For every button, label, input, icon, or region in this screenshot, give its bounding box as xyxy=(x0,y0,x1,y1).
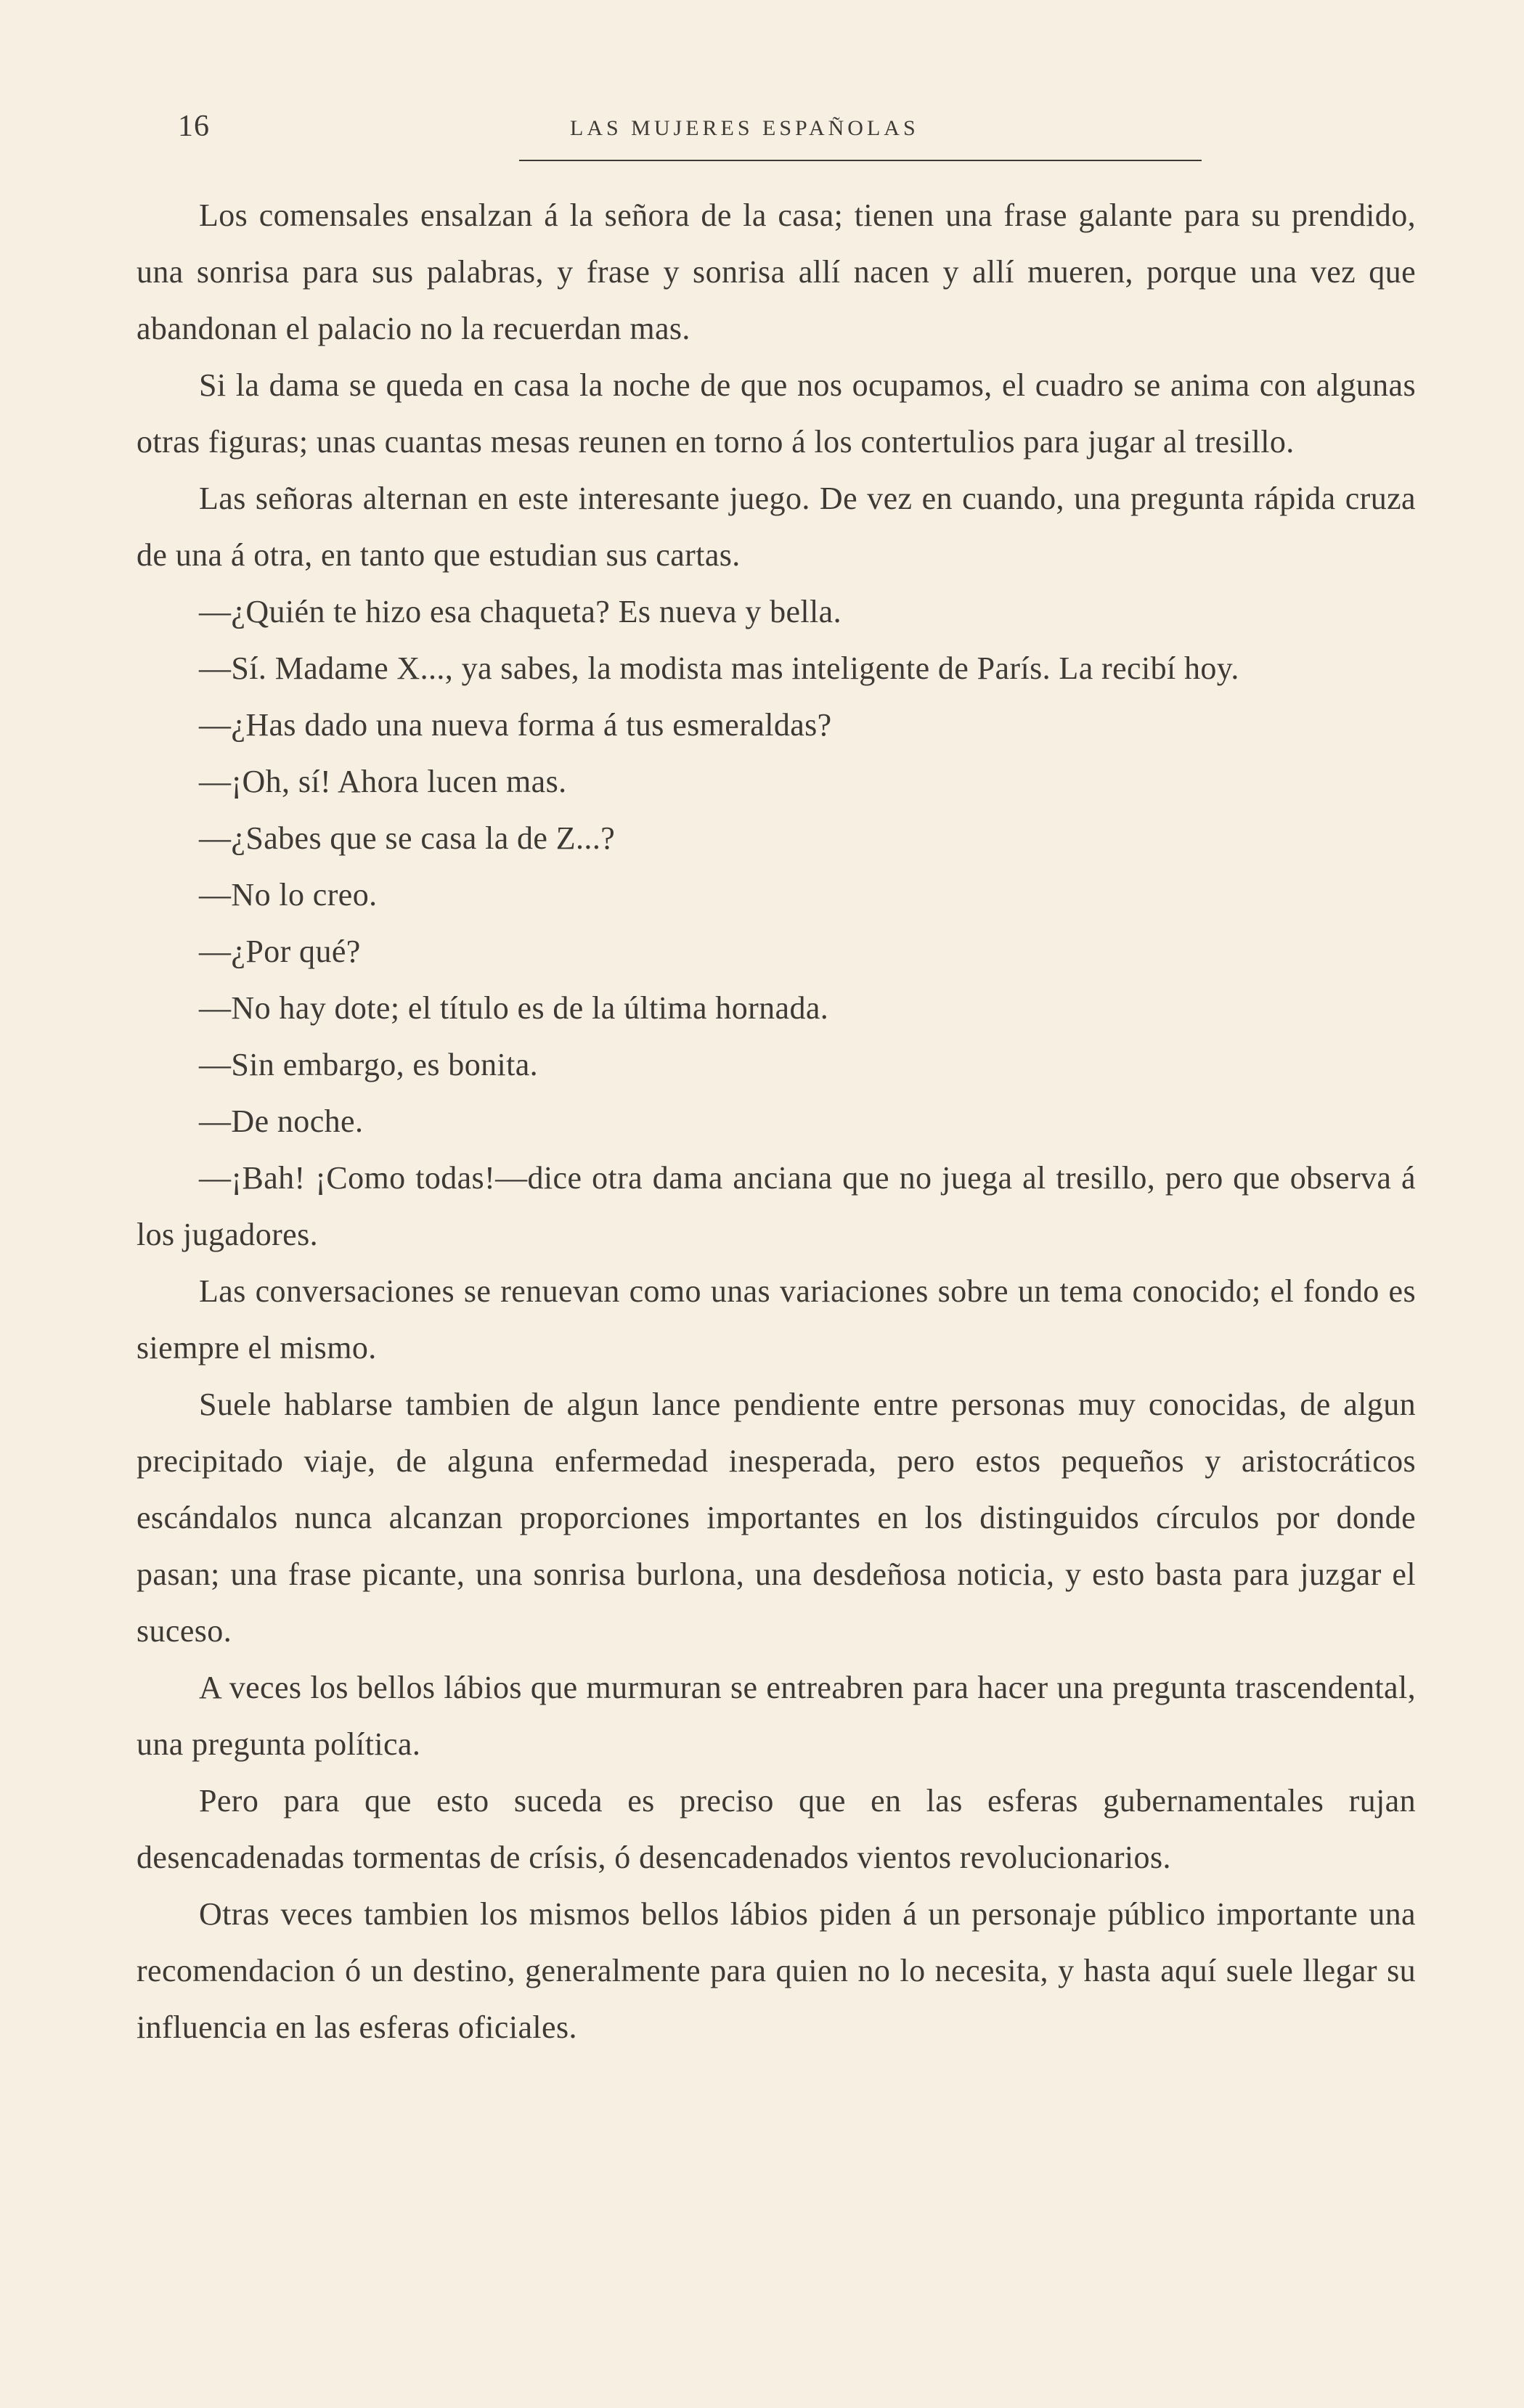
dialogue-line-3: —¿Has dado una nueva forma á tus esmeraldas? xyxy=(199,707,832,743)
paragraph-crisis: Pero para que esto suceda es preciso que en las esferas gubernamentales rujan desencadenadas tormentas de crísis, ó desencadenados vientos revolucionarios. xyxy=(136,1783,1416,1875)
paragraph-2: Si la dama se queda en casa la noche de que nos ocupamos, el cuadro se anima con algunas otras figuras; unas cuantas mesas reunen en torno á los contertulios para jugar al tresillo. xyxy=(136,367,1416,460)
running-head: LAS MUJERES ESPAÑOLAS xyxy=(570,116,919,140)
dialogue-line-9: —Sin embargo, es bonita. xyxy=(199,1047,539,1082)
paragraph-1: Los comensales ensalzan á la señora de la casa; tienen una frase galante para su prendido, una sonrisa para sus palabras, y frase y sonrisa allí nacen y allí mueren, porque una vez que abandonan el palacio no la recuerdan mas. xyxy=(136,197,1416,346)
dialogue-line-2: —Sí. Madame X..., ya sabes, la modista mas inteligente de París. La recibí hoy. xyxy=(199,650,1239,686)
dialogue-line-11: —¡Bah! ¡Como todas!—dice otra dama anciana que no juega al tresillo, pero que observa á los jugadores. xyxy=(136,1160,1416,1252)
dialogue-line-6: —No lo creo. xyxy=(199,877,378,913)
dialogue-line-5: —¿Sabes que se casa la de Z...? xyxy=(199,820,616,856)
paragraph-influence: Otras veces tambien los mismos bellos lábios piden á un personaje público importante una recomendacion ó un destino, generalmente para quien no lo necesita, y hasta aquí suele llegar su influencia en las esferas oficiales. xyxy=(136,1896,1416,2045)
dialogue-line-10: —De noche. xyxy=(199,1103,364,1139)
dialogue-line-7: —¿Por qué? xyxy=(199,934,361,969)
page-number: 16 xyxy=(178,110,210,143)
paragraph-conversations: Las conversaciones se renuevan como unas variaciones sobre un tema conocido; el fondo es siempre el mismo. xyxy=(136,1273,1416,1366)
page-header xyxy=(178,109,1412,167)
dialogue-line-4: —¡Oh, sí! Ahora lucen mas. xyxy=(199,764,567,799)
dialogue-line-1: —¿Quién te hizo esa chaqueta? Es nueva y bella. xyxy=(199,594,842,629)
paragraph-political-question: A veces los bellos lábios que murmuran se entreabren para hacer una pregunta trascendental, una pregunta política. xyxy=(136,1670,1416,1762)
paragraph-3: Las señoras alternan en este interesante juego. De vez en cuando, una pregunta rápida cruza de una á otra, en tanto que estudian sus cartas. xyxy=(136,481,1416,573)
dialogue-line-8: —No hay dote; el título es de la última hornada. xyxy=(199,990,829,1026)
body-text xyxy=(136,187,1416,2056)
header-rule xyxy=(519,160,1202,161)
paragraph-scandals: Suele hablarse tambien de algun lance pendiente entre personas muy conocidas, de algun precipitado viaje, de alguna enfermedad inesperada, pero estos pequeños y aristocráticos escándalos nunca alcanzan proporciones importantes en los distinguidos círculos por donde pasan; una frase picante, una sonrisa burlona, una desdeñosa noticia, y esto basta para juzgar el suceso. xyxy=(136,1387,1416,1649)
